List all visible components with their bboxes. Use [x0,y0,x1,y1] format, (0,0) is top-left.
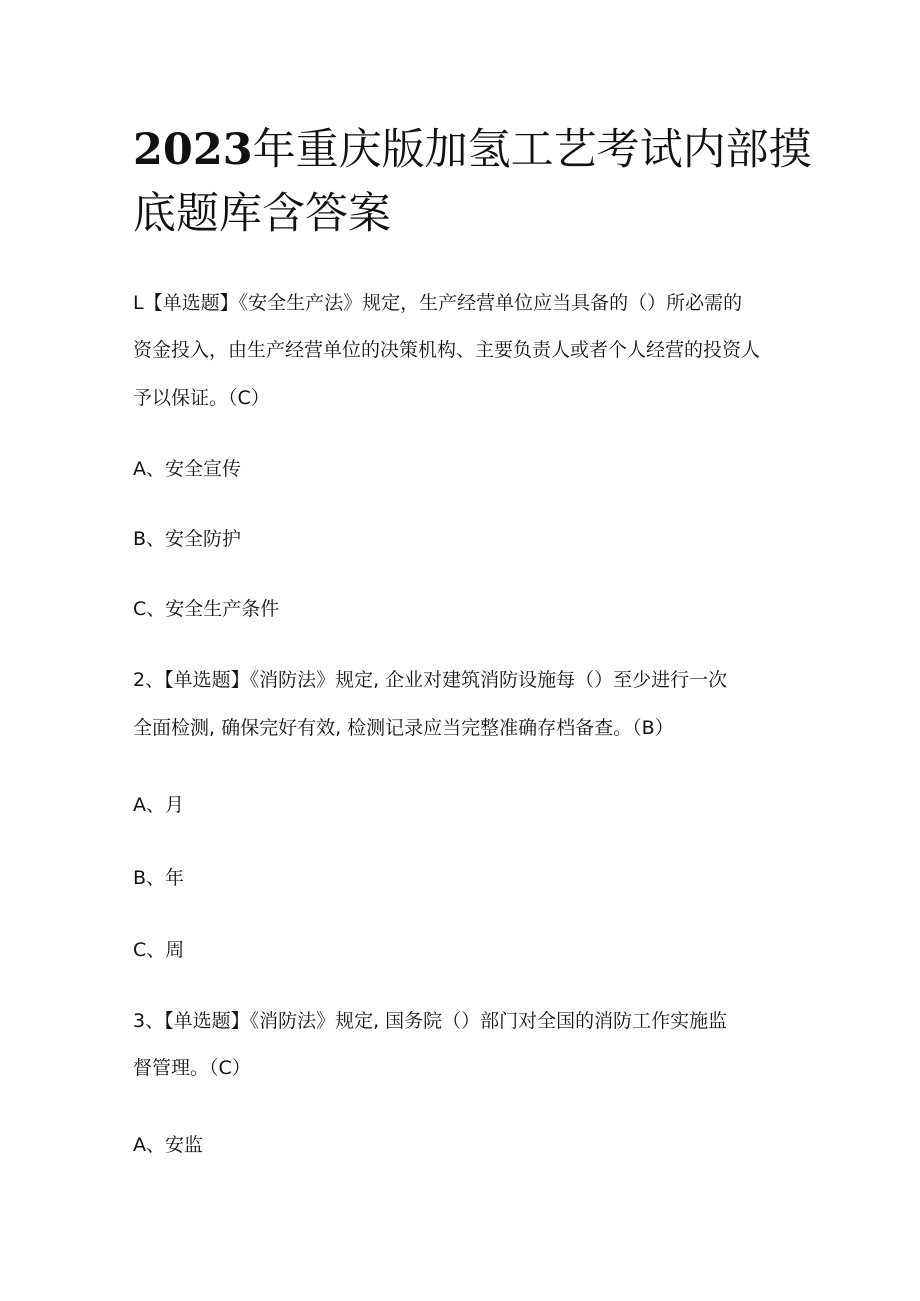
question-2-line-2: 全面检测, 确保完好有效, 检测记录应当完整准确存档备查。（B） [133,717,674,739]
question-2-option-a: A、月 [133,794,184,816]
question-1-line-3: 予以保证。（C） [133,387,270,409]
title-year: 2023 [133,125,253,175]
question-1-line-2: 资金投入，由生产经营单位的决策机构、主要负责人或者个人经营的投资人 [133,339,761,361]
document-title [133,118,813,246]
question-3-line-1: 3、【单选题】《消防法》规定, 国务院（）部门对全国的消防工作实施监 [133,1010,728,1032]
question-1-line-1: L【单选题】《安全生产法》规定，生产经营单位应当具备的（）所必需的 [133,292,743,314]
title-line2-text: 底题库含答案 [133,189,391,239]
question-2-line-1: 2、【单选题】《消防法》规定, 企业对建筑消防设施每（）至少进行一次 [133,669,728,691]
question-3-line-2: 督管理。（C） [133,1057,251,1079]
question-2-option-c: C、周 [133,939,185,961]
question-1-option-a: A、安全宣传 [133,458,241,480]
question-1-option-b: B、安全防护 [133,528,242,550]
title-line1-text: 年重庆版加氢工艺考试内部摸 [252,125,812,175]
question-2-option-b: B、年 [133,867,185,889]
question-1-option-c: C、安全生产条件 [133,598,280,620]
question-3-option-a: A、安监 [133,1134,203,1156]
